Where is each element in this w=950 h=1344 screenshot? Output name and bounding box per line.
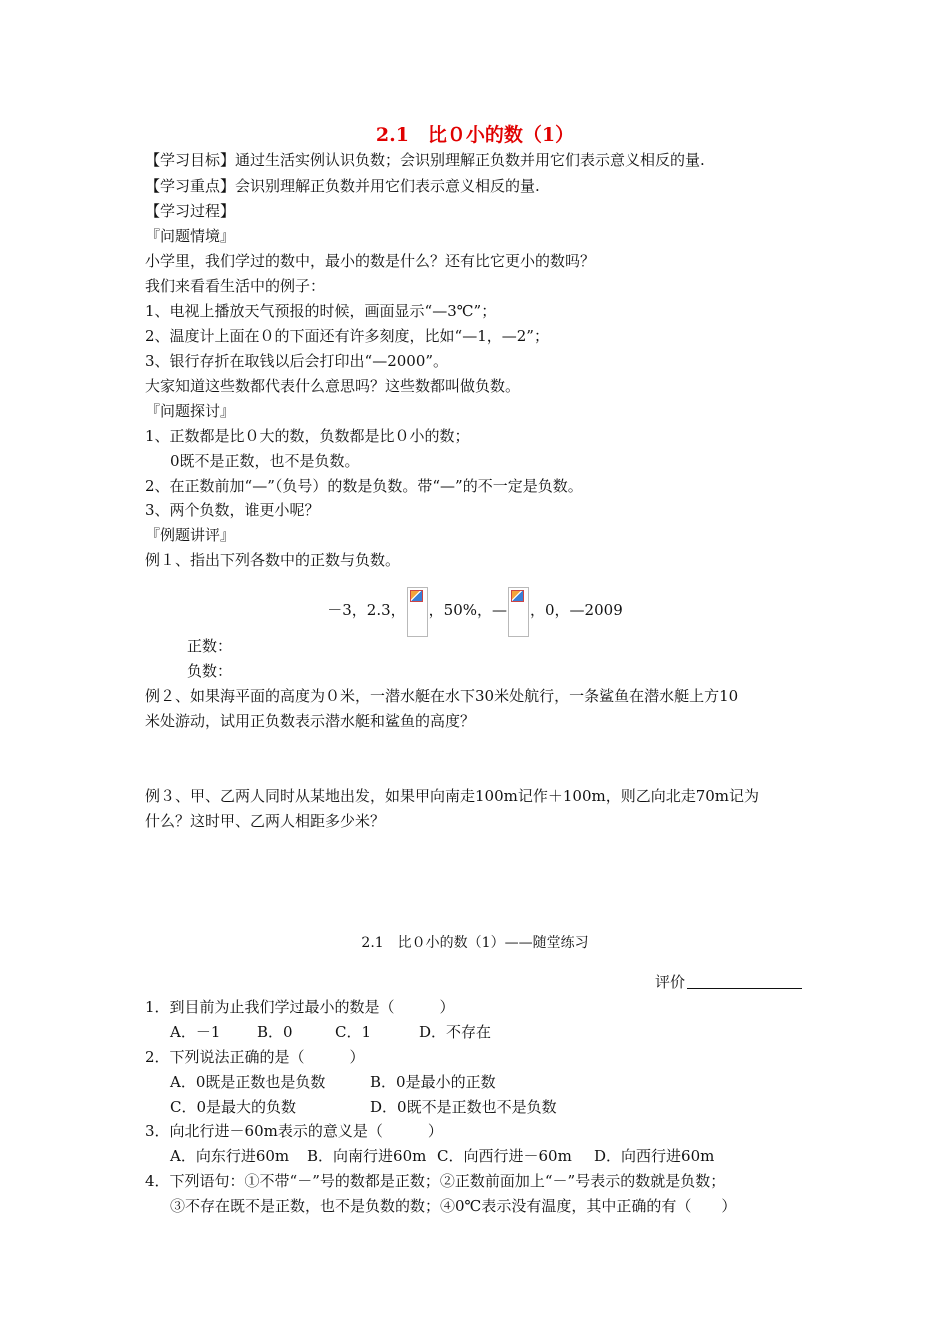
option: B．0 (257, 1023, 293, 1041)
broken-image-icon (508, 587, 529, 637)
question-2-options (170, 1096, 557, 1118)
page-title: 2.1 比０小的数（1） (375, 124, 575, 146)
evaluation-blank[interactable] (687, 972, 802, 989)
explore-line: 1、正数都是比０大的数，负数都是比０小的数； (145, 427, 470, 445)
example-2: 例２、如果海平面的高度为０米，一潜水艇在水下30米处航行，一条鲨鱼在潜水艇上方10 (145, 687, 739, 705)
situation-line: 3、银行存折在取钱以后会打印出“—2000”。 (145, 352, 449, 370)
learning-process-heading: 【学习过程】 (145, 202, 236, 220)
question-2: 2．下列说法正确的是（ ） (145, 1048, 365, 1066)
explore-line: 2、在正数前加“—”（负号）的数是负数。带“—”的不一定是负数。 (145, 477, 583, 495)
explore-line: 3、两个负数，谁更小呢？ (145, 501, 320, 519)
example-1: 例１、指出下列各数中的正数与负数。 (145, 551, 401, 569)
explore-line: 0既不是正数，也不是负数。 (170, 452, 360, 470)
option: A．0既是正数也是负数 (170, 1073, 326, 1091)
question-1: 1．到目前为止我们学过最小的数是（ ） (145, 998, 455, 1016)
positive-label: 正数： (187, 637, 233, 655)
number-list-part: ，50%，— (428, 601, 508, 619)
learning-focus: 【学习重点】会识别理解正负数并用它们表示意义相反的量. (145, 177, 540, 195)
option: B．0是最小的正数 (370, 1073, 496, 1091)
situation-line: 大家知道这些数都代表什么意思吗？这些数都叫做负数。 (145, 377, 521, 395)
question-4: ③不存在既不是正数，也不是负数的数；④0℃表示没有温度，其中正确的有（ ） (170, 1197, 737, 1215)
negative-label: 负数： (187, 662, 233, 680)
explore-heading: 『问题探讨』 (145, 402, 236, 420)
example-3: 什么？这时甲、乙两人相距多少米？ (145, 812, 386, 830)
number-list-part: ，0，—2009 (530, 601, 623, 619)
option: A．向东行进60m (170, 1147, 290, 1165)
broken-image-icon (407, 587, 428, 637)
examples-heading: 『例题讲评』 (145, 526, 236, 544)
evaluation-label: 评价 (655, 973, 686, 991)
option: A．－1 (170, 1023, 221, 1041)
number-list-part: －3，2.3， (327, 601, 406, 619)
learning-objective: 【学习目标】通过生活实例认识负数；会识别理解正负数并用它们表示意义相反的量. (145, 151, 705, 169)
question-3: 3．向北行进－60m表示的意义是（ ） (145, 1122, 443, 1140)
option: D．不存在 (419, 1023, 492, 1041)
option: C．1 (335, 1023, 372, 1041)
situation-line: 我们来看看生活中的例子： (145, 277, 326, 295)
question-2-options (170, 1071, 496, 1093)
situation-heading: 『问题情境』 (145, 227, 236, 245)
example-2: 米处游动，试用正负数表示潜水艇和鲨鱼的高度？ (145, 712, 476, 730)
number-list (0, 587, 950, 637)
example-3: 例３、甲、乙两人同时从某地出发，如果甲向南走100m记作＋100m，则乙向北走70m记为 (145, 787, 760, 805)
option: B．向南行进60m (307, 1147, 427, 1165)
question-1-options (170, 1021, 491, 1043)
practice-title: 2.1 比０小的数（1）——随堂练习 (361, 935, 589, 951)
situation-line: 2、温度计上面在０的下面还有许多刻度，比如“—1，—2”； (145, 327, 549, 345)
option: D．向西行进60m (594, 1147, 715, 1165)
option: C．向西行进－60m (437, 1147, 572, 1165)
option: C．0是最大的负数 (170, 1098, 297, 1116)
situation-line: 1、电视上播放天气预报的时候，画面显示“—3℃”； (145, 302, 497, 320)
option: D．0既不是正数也不是负数 (370, 1098, 557, 1116)
evaluation-field (655, 971, 802, 993)
question-3-options (170, 1145, 714, 1167)
situation-line: 小学里，我们学过的数中，最小的数是什么？还有比它更小的数吗？ (145, 252, 596, 270)
question-4: 4．下列语句：①不带“－”号的数都是正数；②正数前面加上“－”号表示的数就是负数； (145, 1172, 726, 1190)
